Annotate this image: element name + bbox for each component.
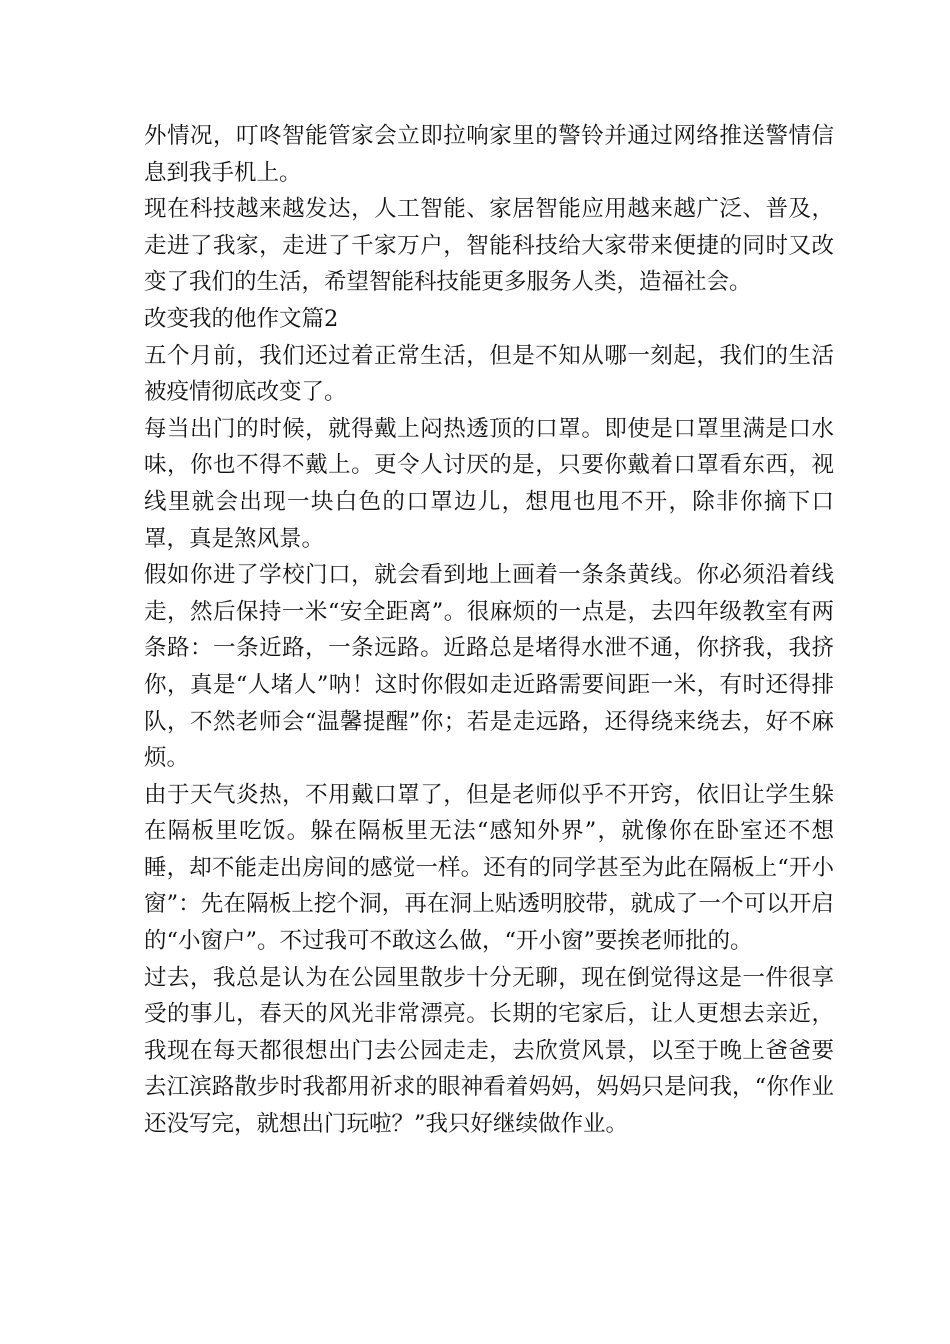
paragraph-mask: 每当出门的时候，就得戴上闷热透顶的口罩。即使是口罩里满是口水味，你也不得不戴上。更令人讨厌的是，只要你戴着口罩看东西，视线里就会出现一块白色的口罩边儿，想甩也甩不开，除非你摘下口罩，真是煞风景。 — [144, 415, 834, 552]
paragraph-park: 过去，我总是认为在公园里散步十分无聊，现在倒觉得这是一件很享受的事儿，春天的风光非常漂亮。长期的宅家后，让人更想去亲近，我现在每天都很想出门去公园走走，去欣赏风景，以至于晚上爸爸要去江滨路散步时我都用祈求的眼神看着妈妈，妈妈只是问我，“你作业还没写完，就想出门玩啦？”我只好继续做作业。 — [144, 964, 834, 1138]
section-heading: 改变我的他作文篇2 — [144, 305, 339, 332]
paragraph-technology: 现在科技越来越发达，人工智能、家居智能应用越来越广泛、普及，走进了我家，走进了千家万户，智能科技给大家带来便捷的同时又改变了我们的生活，希望智能科技能更多服务人类，造福社会。 — [144, 196, 834, 296]
document-body — [144, 118, 834, 1143]
paragraph-school-lines: 假如你进了学校门口，就会看到地上画着一条条黄线。你必须沿着线走，然后保持一米“安全距离”。很麻烦的一点是，去四年级教室有两条路：一条近路，一条远路。近路总是堵得水泄不通，你挤我，我挤你，真是“人堵人”呐！这时你假如走近路需要间距一米，有时还得排队，不然老师会“温馨提醒”你；若是走远路，还得绕来绕去，好不麻烦。 — [144, 562, 834, 772]
paragraph-five-months-ago: 五个月前，我们还过着正常生活，但是不知从哪一刻起，我们的生活被疫情彻底改变了。 — [144, 342, 834, 406]
paragraph-partition: 由于天气炎热，不用戴口罩了，但是老师似乎不开窍，依旧让学生躲在隔板里吃饭。躲在隔板里无法“感知外界”，就像你在卧室还不想睡，却不能走出房间的感觉一样。还有的同学甚至为此在隔板上“开小窗”：先在隔板上挖个洞，再在洞上贴透明胶带，就成了一个可以开启的“小窗户”。不过我可不敢这么做，“开小窗”要挨老师批的。 — [144, 781, 834, 955]
paragraph-continued: 外情况，叮咚智能管家会立即拉响家里的警铃并通过网络推送警情信息到我手机上。 — [144, 123, 834, 186]
